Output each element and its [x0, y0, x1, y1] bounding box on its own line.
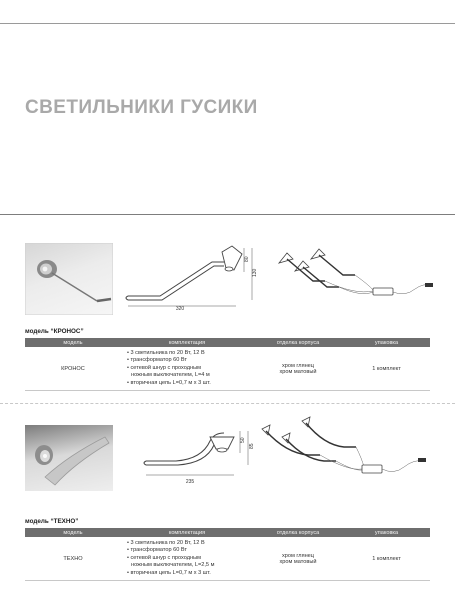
- cell-model: ТЕХНО: [25, 537, 121, 581]
- dim-length-kronos: 320: [175, 306, 185, 312]
- dim-length-techno: 235: [185, 479, 195, 485]
- table-header-row: [25, 338, 430, 347]
- table-row: [25, 347, 430, 391]
- spec-table-kronos: [25, 338, 430, 391]
- kit-line: • вторичная цепь L=0,7 м х 3 шт.: [127, 569, 211, 576]
- kit-line: • 3 светильника по 20 Вт, 12 В: [127, 540, 205, 546]
- dim-head-techno: 50: [240, 437, 246, 443]
- header-kit: комплектация: [121, 338, 253, 347]
- header-package: упаковка: [343, 528, 430, 537]
- kit-drawing-kronos: [265, 245, 445, 320]
- header-kit: комплектация: [121, 528, 253, 537]
- cell-model: КРОНОС: [25, 347, 121, 391]
- header-package: упаковка: [343, 338, 430, 347]
- kit-line: • вторичная цепь L=0,7 м х 3 шт.: [127, 379, 211, 386]
- header-model: модель: [25, 338, 121, 347]
- kit-line: • сетевой шнур с проходным: [127, 554, 201, 561]
- cell-kit: [121, 347, 253, 391]
- section-rule: [0, 214, 455, 215]
- cell-finish: [253, 347, 343, 391]
- kit-drawing-techno: [258, 415, 443, 495]
- cell-kit: [121, 537, 253, 581]
- header-finish: отделка корпуса: [253, 338, 343, 347]
- finish-line: хром матовый: [279, 368, 317, 375]
- model-caption-kronos: модель “КРОНОС”: [25, 328, 84, 335]
- kit-line: ножным выключателем, L=4 м: [131, 372, 210, 379]
- page-title: СВЕТИЛЬНИКИ ГУСИКИ: [25, 97, 258, 118]
- cell-package: 1 комплект: [343, 537, 430, 581]
- divider-rule: [0, 403, 455, 404]
- kit-line: ножным выключателем, L=2,5 м: [131, 562, 215, 569]
- kit-line: • 3 светильника по 20 Вт, 12 В: [127, 350, 205, 356]
- product-photo-kronos: [25, 243, 113, 315]
- product-photo-techno: [25, 425, 113, 491]
- kit-line: • трансформатор 60 Вт: [127, 547, 187, 554]
- dim-height-kronos: 130: [252, 268, 258, 277]
- dimension-drawing-kronos: [120, 240, 260, 317]
- header-model: модель: [25, 528, 121, 537]
- model-caption-techno: модель “ТЕХНО”: [25, 518, 79, 525]
- finish-line: хром матовый: [279, 558, 317, 565]
- cell-package: 1 комплект: [343, 347, 430, 391]
- table-row: [25, 537, 430, 581]
- dim-head-kronos: 80: [244, 256, 250, 262]
- top-rule: [0, 23, 455, 24]
- header-finish: отделка корпуса: [253, 528, 343, 537]
- dimension-drawing-techno: [140, 415, 260, 492]
- cell-finish: [253, 537, 343, 581]
- finish-line: хром глянец: [281, 552, 315, 559]
- dim-height-techno: 85: [249, 443, 255, 449]
- table-header-row: [25, 528, 430, 537]
- spec-table-techno: [25, 528, 430, 581]
- kit-line: • сетевой шнур с проходным: [127, 364, 201, 371]
- finish-line: хром глянец: [281, 362, 315, 369]
- kit-line: • трансформатор 60 Вт: [127, 357, 187, 364]
